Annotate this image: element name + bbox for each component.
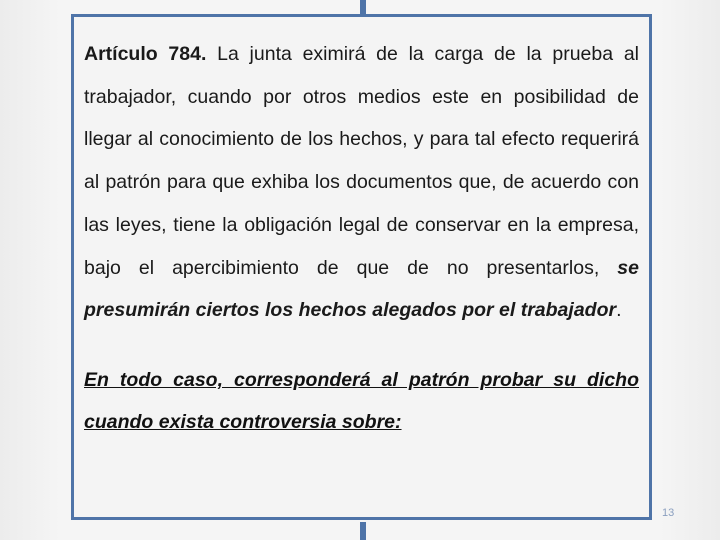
article-emphasis: se presumirán ciertos los hechos alegados por el trabajador <box>84 256 639 322</box>
page-number: 13 <box>662 507 675 519</box>
article-paragraph <box>84 33 639 332</box>
article-body: La junta eximirá de la carga de la prueba al trabajador, cuando por otros medios este en posibilidad de llegar al conocimiento de los hechos, y para tal efecto requerirá al patrón para que exhiba los documentos que, de acuerdo con las leyes, tiene la obligación legal de conservar en la empresa, bajo el apercibimiento de que de no presentarlos, <box>84 43 640 279</box>
bottom-accent-bar <box>360 522 366 540</box>
article-heading: Artículo 784. <box>84 43 207 65</box>
article-end-punct: . <box>616 299 622 322</box>
article-text-box <box>71 14 652 520</box>
closing-statement: En todo caso, corresponderá al patrón probar su dicho cuando exista controversia sobre: <box>84 368 639 433</box>
